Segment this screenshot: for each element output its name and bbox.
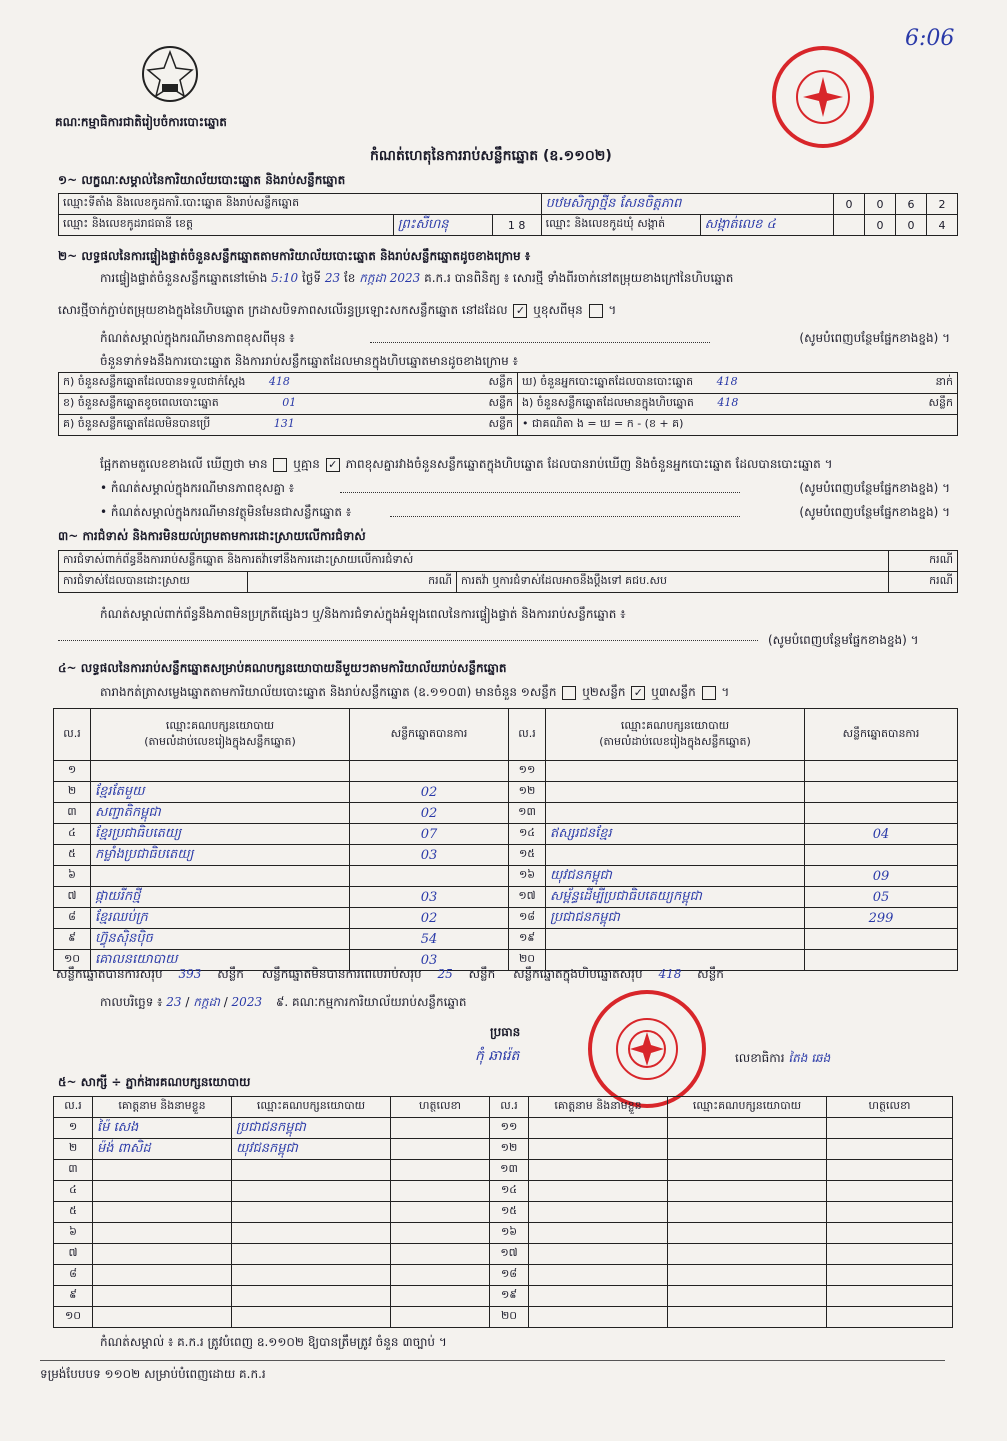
count-e-unit: សន្លឹក — [928, 396, 953, 409]
party-results-table — [53, 708, 958, 971]
party-name: ឥស្សរជនខ្មែរ — [546, 824, 805, 845]
arrival-time-note: 6:06 — [905, 26, 955, 51]
row-no: ៨ — [54, 1265, 93, 1286]
col-no-left: ល.រ — [54, 709, 91, 761]
witness-party — [668, 1118, 827, 1139]
station-code-2: 0 — [865, 194, 896, 215]
footer-note: កំណត់សម្គាល់ ៖ គ.ក.រ ត្រូវបំពេញ ឧ.១១០២ ឱ្យបានត្រឹមត្រូវ ចំនួន ៣ច្បាប់ ។ — [100, 1335, 447, 1349]
row-no: ១ — [54, 761, 91, 782]
discrepancy-note-label: • កំណត់សម្គាល់ក្នុងករណីមានភាពខុសគ្នា ៖ — [100, 481, 295, 495]
table-row — [54, 1223, 953, 1244]
total-valid-label: សន្លឹកឆ្នោតបានការសរុប — [56, 967, 163, 981]
row-no: ២ — [54, 782, 91, 803]
discrepancy-note-hint: (សូមបំពេញបន្ថែមផ្នែកខាងខ្នង) ។ — [799, 481, 950, 495]
province-label: ឈ្មោះ និងលេខកូដរាជធានី ខេត្ត — [59, 215, 394, 236]
witness-party — [668, 1139, 827, 1160]
row-no: ១៩ — [509, 929, 546, 950]
section4-heading: ៤~ លទ្ធផលនៃការរាប់សន្លឹកឆ្នោតសម្រាប់គណបក្សនយោបាយនីមួយៗតាមការិយាល័យរាប់សន្លឹកឆ្នោត — [58, 661, 507, 675]
table-row — [54, 824, 958, 845]
table-row — [54, 1160, 953, 1181]
row-no: ១៨ — [490, 1265, 529, 1286]
chair-name: កុំ ឆារ៉េត — [475, 1048, 520, 1064]
chair-title: ប្រធាន — [490, 1025, 521, 1039]
count-a-label: ក) ចំនួនសន្លឹកឆ្នោតដែលបានទទួលជាក់ស្តែង — [63, 375, 246, 388]
table-row — [54, 1181, 953, 1202]
party-name — [91, 761, 350, 782]
verification-time-label: ការផ្ទៀងផ្ទាត់ចំនួនសន្លឹកឆ្នោតនៅម៉ោង — [100, 271, 268, 285]
unchanged-checkbox[interactable]: ✓ — [513, 304, 527, 318]
col-votes-left: សន្លឹកឆ្នោតបានការ — [350, 709, 509, 761]
table-row — [54, 866, 958, 887]
province-code — [492, 215, 541, 236]
station-identity-table — [58, 193, 958, 236]
three-sheet-checkbox[interactable] — [702, 686, 716, 700]
date-day: 23 — [166, 995, 182, 1009]
witness-signature — [827, 1223, 953, 1244]
total-box-label: សន្លឹកឆ្នោតក្នុងហិបឆ្នោតសរុប — [513, 967, 643, 981]
official-seal-top — [772, 46, 874, 148]
witness-signature — [391, 1202, 490, 1223]
witness-signature — [391, 1139, 490, 1160]
row-no: ១២ — [490, 1139, 529, 1160]
col-no-right: ល.រ — [509, 709, 546, 761]
vote-count: 03 — [350, 887, 509, 908]
station-name-value: បឋមសិក្សាថ្មីន សែនចិត្តភាព — [541, 194, 833, 215]
verification-line — [100, 270, 733, 288]
date-line: កាលបរិច្ឆេទ ៖ 23 / កក្កដា / 2023 ៩. គណៈកម្មការការិយាល័យរាប់សន្លឹកឆ្នោត — [100, 995, 467, 1009]
witness-name — [529, 1139, 668, 1160]
resolved-complaints-label: ការជំទាស់ដែលបានដោះស្រាយ — [59, 572, 248, 593]
table-row — [54, 908, 958, 929]
org-logo — [140, 44, 200, 104]
total-valid-value: 393 — [178, 967, 202, 981]
discrepancy-note-line — [100, 480, 950, 498]
row-no: ៦ — [54, 1223, 93, 1244]
witness-signature — [827, 1181, 953, 1202]
total-invalid-label: សន្លឹកឆ្នោតមិនបានការពេលរាប់សរុប — [261, 967, 422, 981]
witness-signature — [391, 1223, 490, 1244]
row-no: ១ — [54, 1118, 93, 1139]
row-no: ២០ — [509, 950, 546, 971]
row-no: ៥ — [54, 845, 91, 866]
witness-party — [668, 1244, 827, 1265]
party-name: ហ៊្វុនស៊ិនប៉ិច — [91, 929, 350, 950]
row-no: ១០ — [54, 1307, 93, 1328]
document-title: កំណត់ហេតុនៃការរាប់សន្លឹកឆ្នោត (ឧ.១១០២) — [370, 148, 612, 164]
province-value: ព្រះសីហនុ — [393, 215, 492, 236]
party-name — [546, 761, 805, 782]
witness-col-name-right: គោត្តនាម និងនាមខ្លួន — [529, 1097, 668, 1118]
party-name: ផ្កាយរីកថ្មី — [91, 887, 350, 908]
commune-label: ឈ្មោះ និងលេខកូដឃុំ សង្កាត់ — [541, 215, 700, 236]
witness-party — [232, 1286, 391, 1307]
lock-check-text: សោរថ្មីចាក់ភ្ជាប់តម្រុយខាងក្នុងនៃហិបឆ្នោត ក្រដាសបិទភាពសលើរន្ធប្រឡោះសកសន្លឹកឆ្នោត នៅដដែល — [58, 303, 508, 317]
two-sheet-label: ឬ២សន្លឹក — [582, 685, 626, 699]
party-name: ខ្មែរតែមួយ — [91, 782, 350, 803]
witness-name — [529, 1118, 668, 1139]
table-row — [54, 1139, 953, 1160]
commune-value: សង្កាត់លេខ ៤ — [700, 215, 833, 236]
witness-signature — [827, 1265, 953, 1286]
discrepancy-line — [100, 456, 833, 474]
row-no: ៥ — [54, 1202, 93, 1223]
vote-count: 04 — [805, 824, 958, 845]
vote-count: 03 — [350, 845, 509, 866]
vote-count — [805, 782, 958, 803]
count-d-value: 418 — [716, 375, 738, 388]
row-no: ១៦ — [490, 1223, 529, 1244]
party-name: កម្លាំងប្រជាធិបតេយ្យ — [91, 845, 350, 866]
verification-day: 23 — [324, 271, 341, 285]
section1-heading: ១~ លក្ខណៈសម្គាល់នៃការិយាល័យបោះឆ្នោត និងរាប់សន្លឹកឆ្នោត — [58, 173, 346, 187]
witness-signature — [827, 1244, 953, 1265]
vote-count — [805, 803, 958, 824]
row-no: ៨ — [54, 908, 91, 929]
table-row — [54, 1286, 953, 1307]
section3-heading: ៣~ ការជំទាស់ និងការមិនយល់ព្រមតាមការដោះស្រាយលើការជំទាស់ — [58, 529, 366, 543]
committee-label: ៩. គណៈកម្មការការិយាល័យរាប់សន្លឹកឆ្នោត — [275, 995, 467, 1009]
witness-party — [668, 1265, 827, 1286]
table-row — [54, 1118, 953, 1139]
row-no: ៤ — [54, 1181, 93, 1202]
witness-party: ប្រជាជនកម្ពុជា — [232, 1118, 391, 1139]
count-e-label: ង) ចំនួនសន្លឹកឆ្នោតដែលមានក្នុងហិបឆ្នោត — [522, 396, 694, 409]
secretary-label: លេខាធិការ — [735, 1051, 785, 1065]
row-no: ១១ — [509, 761, 546, 782]
verification-day-label: ថ្ងៃទី — [301, 271, 321, 285]
vote-count: 299 — [805, 908, 958, 929]
verification-year: 2023 — [389, 271, 421, 285]
verification-month-label: ខែ — [343, 271, 356, 285]
col-party-right-sub: (តាមលំដាប់លេខរៀងក្នុងសន្លឹកឆ្នោត) — [599, 734, 751, 748]
witness-party — [232, 1160, 391, 1181]
witness-name: ម៉ង់ ពាសិដ — [93, 1139, 232, 1160]
vote-count — [805, 845, 958, 866]
irregularity-hint: (សូមបំពេញបន្ថែមផ្នែកខាងខ្នង) ។ — [768, 633, 919, 647]
col-party-left — [91, 709, 350, 761]
witness-party — [668, 1286, 827, 1307]
witness-signature — [391, 1160, 490, 1181]
official-seal-bottom — [588, 990, 706, 1108]
witness-name — [93, 1265, 232, 1286]
witness-name — [529, 1202, 668, 1223]
party-name: គោលនយោបាយ — [91, 950, 350, 971]
vote-count — [805, 929, 958, 950]
witness-name — [529, 1223, 668, 1244]
witness-party — [668, 1307, 827, 1328]
count-e-value: 418 — [717, 396, 739, 409]
complaints-table — [58, 550, 958, 593]
witness-col-name-left: គោត្តនាម និងនាមខ្លួន — [93, 1097, 232, 1118]
secretary-line — [735, 1050, 830, 1068]
row-no: ១៦ — [509, 866, 546, 887]
row-no: ១២ — [509, 782, 546, 803]
witness-party — [668, 1181, 827, 1202]
witness-party — [232, 1202, 391, 1223]
witness-name: ម៉ៃ សេង — [93, 1118, 232, 1139]
row-no: ៩ — [54, 1286, 93, 1307]
row-no: ១៤ — [509, 824, 546, 845]
station-code-1: 0 — [834, 194, 865, 215]
witness-col-no-left: ល.រ — [54, 1097, 93, 1118]
party-name: ខ្មែរប្រជាធិបតេយ្យ — [91, 824, 350, 845]
count-b-label: ខ) ចំនួនសន្លឹកឆ្នោតខូចពេលបោះឆ្នោត — [63, 396, 219, 409]
row-no: ១៧ — [509, 887, 546, 908]
total-valid-unit: សន្លឹក — [217, 967, 244, 981]
one-sheet-checkbox[interactable] — [562, 686, 576, 700]
count-b-unit: សន្លឹក — [488, 396, 513, 409]
witness-col-party-left: ឈ្មោះគណបក្សនយោបាយ — [232, 1097, 391, 1118]
row-no: ១៣ — [509, 803, 546, 824]
appealed-complaints-case: ករណី — [889, 572, 958, 593]
ballot-counts-table — [58, 372, 958, 436]
three-sheet-label: ឬ៣សន្លឹក — [651, 685, 696, 699]
witness-col-party-right: ឈ្មោះគណបក្សនយោបាយ — [668, 1097, 827, 1118]
witness-party — [668, 1202, 827, 1223]
station-code-3: 6 — [896, 194, 927, 215]
witness-name — [93, 1223, 232, 1244]
date-month: កក្កដា — [193, 995, 220, 1009]
witness-signature — [391, 1286, 490, 1307]
vote-count: 07 — [350, 824, 509, 845]
col-party-right-title: ឈ្មោះគណបក្សនយោបាយ — [620, 718, 730, 732]
witness-signature — [827, 1202, 953, 1223]
row-no: ១៥ — [490, 1202, 529, 1223]
witness-table — [53, 1096, 953, 1328]
vote-count — [350, 866, 509, 887]
no-difference-label: ឬគ្មាន — [293, 457, 320, 471]
witness-party — [232, 1181, 391, 1202]
witness-name — [93, 1181, 232, 1202]
foreign-object-note-hint: (សូមបំពេញបន្ថែមផ្នែកខាងខ្នង) ។ — [799, 505, 950, 519]
witness-party — [232, 1307, 391, 1328]
date-year: 2023 — [231, 995, 263, 1009]
col-party-left-sub: (តាមលំដាប់លេខរៀងក្នុងសន្លឹកឆ្នោត) — [144, 734, 296, 748]
table-row — [54, 845, 958, 866]
party-name — [546, 803, 805, 824]
witness-name — [529, 1181, 668, 1202]
row-no: ១៣ — [490, 1160, 529, 1181]
row-no: ១៤ — [490, 1181, 529, 1202]
table-row — [54, 782, 958, 803]
witness-party — [232, 1265, 391, 1286]
vote-count — [805, 950, 958, 971]
row-no: ១៨ — [509, 908, 546, 929]
vote-count: 02 — [350, 803, 509, 824]
party-name: ខ្មែរឈប់ក្រ — [91, 908, 350, 929]
count-b-value: 01 — [282, 396, 297, 409]
vote-count: 02 — [350, 908, 509, 929]
vote-count: 54 — [350, 929, 509, 950]
row-no: ៣ — [54, 803, 91, 824]
complaints-row1-case: ករណី — [889, 551, 958, 572]
col-party-right — [546, 709, 805, 761]
secretary-name: តៃង ឆេង — [788, 1051, 831, 1065]
commune-code-1: 0 — [865, 215, 896, 236]
changed-checkbox[interactable] — [589, 304, 603, 318]
verification-tail: គ.ក.រ បានពិនិត្យ ៖ សោរថ្មី ទាំងពីរចាក់នៅតម្រុយខាងក្រៅនៃហិបឆ្នោត — [424, 271, 734, 285]
total-box-unit: សន្លឹក — [697, 967, 724, 981]
row-no: ១៩ — [490, 1286, 529, 1307]
witness-signature — [391, 1181, 490, 1202]
table-row — [54, 761, 958, 782]
row-no: ៣ — [54, 1160, 93, 1181]
table-row — [54, 1202, 953, 1223]
vote-count: 03 — [350, 950, 509, 971]
foreign-object-note-label: • កំណត់សម្គាល់ក្នុងករណីមានវត្ថុមិនមែនជាសន្លឹកឆ្នោត ៖ — [100, 505, 352, 519]
resolved-complaints-case: ករណី — [248, 572, 457, 593]
witness-name — [529, 1307, 668, 1328]
vote-count — [350, 761, 509, 782]
witness-party — [668, 1160, 827, 1181]
vote-count: 09 — [805, 866, 958, 887]
witness-party — [232, 1244, 391, 1265]
difference-note-line — [100, 330, 950, 348]
date-label: កាលបរិច្ឆេទ ៖ — [100, 995, 163, 1009]
vote-count: 02 — [350, 782, 509, 803]
difference-note-hint: (សូមបំពេញបន្ថែមផ្នែកខាងខ្នង) ។ — [799, 331, 950, 345]
count-d-unit: នាក់ — [935, 375, 953, 388]
row-no: ៦ — [54, 866, 91, 887]
witness-name — [93, 1160, 232, 1181]
witness-signature — [827, 1118, 953, 1139]
party-name — [546, 845, 805, 866]
verification-time: 5:10 — [271, 271, 299, 285]
witness-name — [529, 1265, 668, 1286]
witness-name — [93, 1307, 232, 1328]
witness-signature — [827, 1307, 953, 1328]
row-no: ២ — [54, 1139, 93, 1160]
row-no: ១០ — [54, 950, 91, 971]
witness-name — [93, 1202, 232, 1223]
foreign-object-note-line — [100, 504, 950, 522]
witness-name — [93, 1286, 232, 1307]
section5-heading: ៥~ សាក្សី ÷ ភ្នាក់ងារគណបក្សនយោបាយ — [58, 1075, 251, 1089]
count-c-value: 131 — [273, 417, 295, 430]
table-row — [54, 803, 958, 824]
row-no: ១១ — [490, 1118, 529, 1139]
party-name: សម្ព័ន្ធដើម្បីប្រជាធិបតេយ្យកម្ពុជា — [546, 887, 805, 908]
witness-signature — [827, 1160, 953, 1181]
counts-intro: ចំនួនទាក់ទងនឹងការបោះឆ្នោត និងការរាប់សន្លឹកឆ្នោតដែលមានក្នុងហិបឆ្នោតមានដូចខាងក្រោម ៖ — [100, 354, 518, 368]
col-party-left-title: ឈ្មោះគណបក្សនយោបាយ — [165, 718, 275, 732]
witness-party — [668, 1223, 827, 1244]
witness-signature — [827, 1139, 953, 1160]
complaints-row1: ការជំទាស់ពាក់ព័ន្ធនឹងការរាប់សន្លឹកឆ្នោត និងការតវ៉ាទៅនឹងការដោះស្រាយលើការជំទាស់ — [59, 551, 889, 572]
form-note: ទម្រង់បែបបទ ១១០២ សម្រាប់បំពេញដោយ គ.ក.រ — [40, 1367, 266, 1381]
seal-logo-icon — [140, 44, 200, 104]
vote-count: 05 — [805, 887, 958, 908]
row-no: ៤ — [54, 824, 91, 845]
formula: • ជាគណិតា ង = ឃ = ក - (ខ + គ) — [518, 415, 958, 436]
witness-name — [529, 1286, 668, 1307]
row-no: ១៧ — [490, 1244, 529, 1265]
party-name — [546, 929, 805, 950]
count-a-value: 418 — [268, 375, 290, 388]
table-row — [54, 887, 958, 908]
org-name: គណៈកម្មាធិការជាតិរៀបចំការបោះឆ្នោត — [55, 115, 227, 129]
total-invalid-value: 25 — [437, 967, 453, 981]
tally-sheet-label: តារាងកត់ត្រាសម្លេងឆ្នោតតាមការិយាល័យបោះឆ្នោត និងរាប់សន្លឹកឆ្នោត (ឧ.១១០៣) មានចំនួន ១សន្លឹក — [100, 685, 557, 699]
discrepancy-tail: ភាពខុសគ្នារវាងចំនួនសន្លឹកឆ្នោតក្នុងហិបឆ្នោត ដែលបានរាប់ឃើញ និងចំនួនអ្នកបោះឆ្នោត ដែលបានបោះឆ្នោត ។ — [345, 457, 833, 471]
station-name-label: ឈ្មោះទីតាំង និងលេខកូដការិ.បោះឆ្នោត និងរាប់សន្លឹកឆ្នោត — [59, 194, 542, 215]
witness-name — [529, 1244, 668, 1265]
tally-sheet-line: តារាងកត់ត្រាសម្លេងឆ្នោតតាមការិយាល័យបោះឆ្នោត និងរាប់សន្លឹកឆ្នោត (ឧ.១១០៣) មានចំនួន ១សន្លឹក ឬ២សន្លឹក ✓ ឬ៣សន្លឹក ។ — [100, 685, 730, 699]
irregularity-note: កំណត់សម្គាល់ពាក់ព័ន្ធនឹងភាពមិនប្រក្រតីផ្សេងៗ ឬ/និងការជំទាស់ក្នុងអំឡុងពេលនៃការផ្ទៀងផ្ទាត់ និងការរាប់សន្លឹកឆ្នោត ៖ — [100, 607, 626, 621]
table-row — [54, 929, 958, 950]
discrepancy-label: ផ្អែកតាមតួលេខខាងលើ ឃើញថា មាន — [100, 457, 268, 471]
witness-signature — [827, 1286, 953, 1307]
party-name — [546, 782, 805, 803]
count-d-label: ឃ) ចំនួនអ្នកបោះឆ្នោតដែលបានបោះឆ្នោត — [522, 375, 694, 388]
province-code-2: 8 — [518, 218, 526, 232]
witness-col-sign-left: ហត្ថលេខា — [391, 1097, 490, 1118]
party-name: សញ្ជាតិកម្ពុជា — [91, 803, 350, 824]
appealed-complaints-label: ការតវ៉ា ឬការជំទាស់ដែលអាចនឹងប្ដឹងទៅ គជប.សប — [457, 572, 889, 593]
commune-code-2: 0 — [896, 215, 927, 236]
difference-note-label: កំណត់សម្គាល់ក្នុងករណីមានភាពខុសពីមុន ៖ — [100, 331, 295, 345]
count-c-unit: សន្លឹក — [488, 417, 513, 430]
lock-check-line: សោរថ្មីចាក់ភ្ជាប់តម្រុយខាងក្នុងនៃហិបឆ្នោត ក្រដាសបិទភាពសលើរន្ធប្រឡោះសកសន្លឹកឆ្នោត នៅដដែល ✓ ឬខុសពីមុន ។ — [58, 303, 617, 317]
vote-count — [805, 761, 958, 782]
witness-col-sign-right: ហត្ថលេខា — [827, 1097, 953, 1118]
party-name — [91, 866, 350, 887]
witness-name — [529, 1160, 668, 1181]
row-no: ១៥ — [509, 845, 546, 866]
table-row — [54, 1244, 953, 1265]
witness-col-no-right: ល.រ — [490, 1097, 529, 1118]
col-votes-right: សន្លឹកឆ្នោតបានការ — [805, 709, 958, 761]
totals-line — [56, 966, 724, 984]
witness-signature — [391, 1118, 490, 1139]
has-difference-checkbox[interactable] — [273, 458, 287, 472]
witness-party: យុវជនកម្ពុជា — [232, 1139, 391, 1160]
total-box-value: 418 — [658, 967, 682, 981]
commune-code-3: 4 — [927, 215, 958, 236]
row-no: ៩ — [54, 929, 91, 950]
stamp-emblem-icon — [612, 1014, 682, 1084]
table-row — [54, 1307, 953, 1328]
row-no: ២០ — [490, 1307, 529, 1328]
province-code-1: 1 — [507, 218, 515, 232]
verification-month: កក្កដា — [359, 271, 386, 285]
witness-signature — [391, 1307, 490, 1328]
station-code-4: 2 — [927, 194, 958, 215]
count-c-label: គ) ចំនួនសន្លឹកឆ្នោតដែលមិនបានប្រើ — [63, 417, 211, 430]
witness-party — [232, 1223, 391, 1244]
table-row — [54, 1265, 953, 1286]
no-difference-checkbox[interactable]: ✓ — [326, 458, 340, 472]
witness-signature — [391, 1265, 490, 1286]
party-name: យុវជនកម្ពុជា — [546, 866, 805, 887]
witness-signature — [391, 1244, 490, 1265]
count-a-unit: សន្លឹក — [488, 375, 513, 388]
two-sheet-checkbox[interactable]: ✓ — [631, 686, 645, 700]
witness-name — [93, 1244, 232, 1265]
row-no: ៧ — [54, 1244, 93, 1265]
stamp-emblem-icon — [793, 67, 853, 127]
row-no: ៧ — [54, 887, 91, 908]
total-invalid-unit: សន្លឹក — [468, 967, 496, 981]
changed-label: ឬខុសពីមុន — [533, 303, 583, 317]
section2-heading: ២~ លទ្ធផលនៃការផ្ទៀងផ្ទាត់ចំនួនសន្លឹកឆ្នោតតាមការិយាល័យបោះឆ្នោត និងរាប់សន្លឹកឆ្នោតដូចខាងក្រោម ៖ — [58, 249, 531, 263]
party-name: ប្រជាជនកម្ពុជា — [546, 908, 805, 929]
